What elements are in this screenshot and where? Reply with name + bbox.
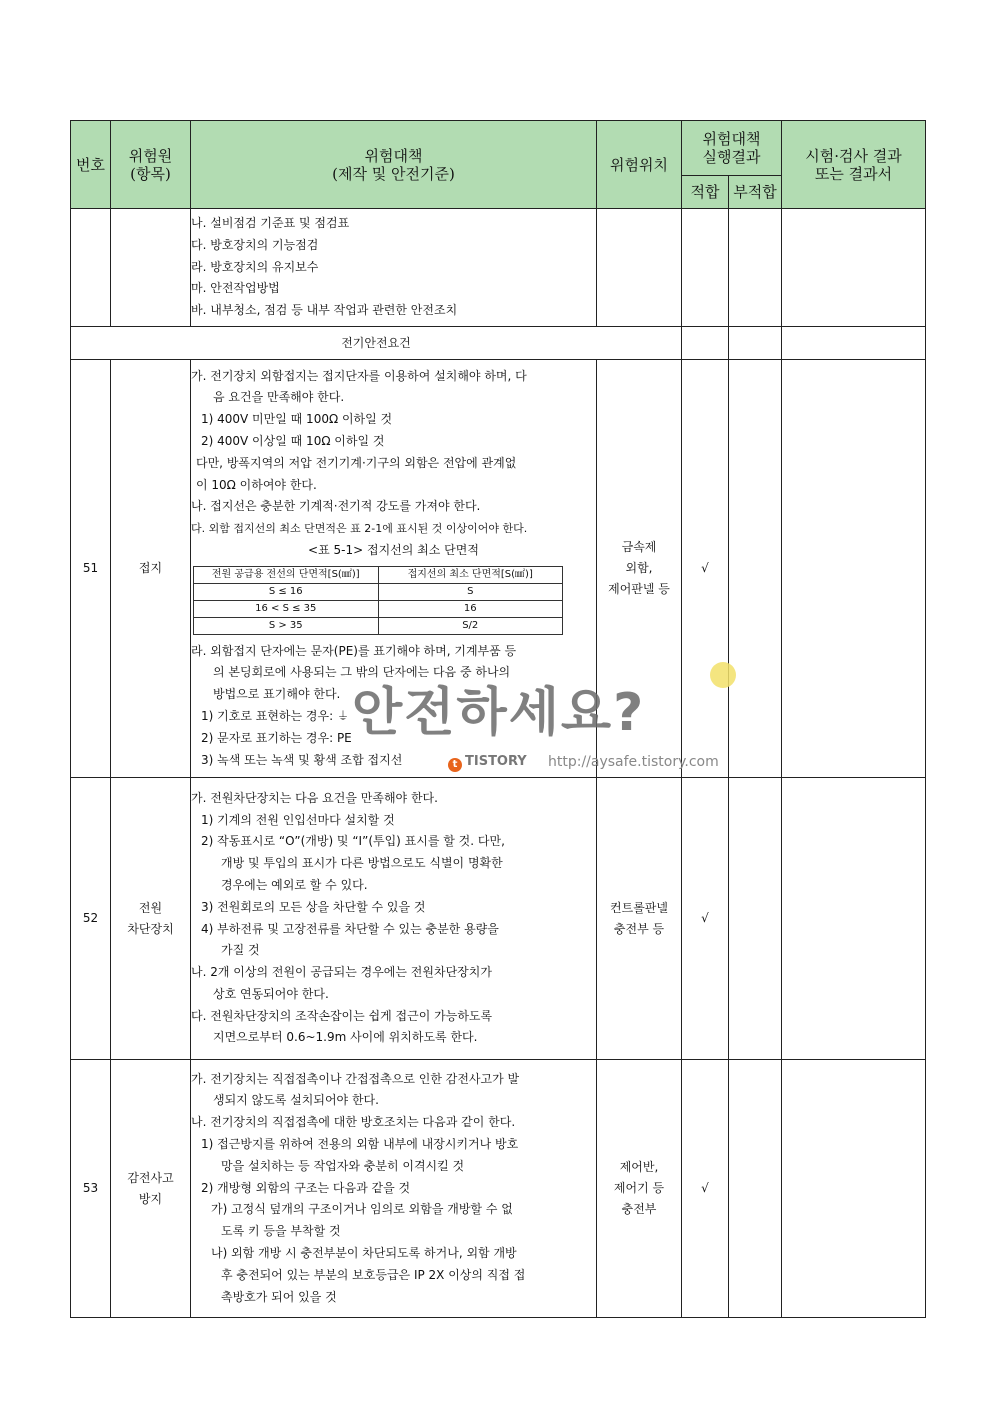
check-mark: √ xyxy=(682,360,729,778)
cell-hazard: 전원 차단장치 xyxy=(111,778,191,1060)
cell-test xyxy=(782,778,926,1060)
cell-test xyxy=(782,327,926,360)
header-result: 위험대책 실행결과 xyxy=(682,121,782,176)
cell-no: 53 xyxy=(71,1060,111,1318)
watermark-brand: t TISTORY xyxy=(448,754,527,772)
watermark-url: http://aysafe.tistory.com xyxy=(548,754,719,770)
cross-section-table xyxy=(193,566,563,635)
cell-fail xyxy=(729,327,782,360)
cell-test xyxy=(782,360,926,778)
inner-cell: 16 < S ≤ 35 xyxy=(194,600,379,617)
inner-cell: S/2 xyxy=(378,617,563,634)
risk-assessment-table xyxy=(70,120,926,1318)
inner-header: 접지선의 최소 단면적[S(㎟)] xyxy=(378,566,563,583)
table-caption: <표 5-1> 접지선의 최소 단면적 xyxy=(308,542,479,557)
cell-no: 51 xyxy=(71,360,111,778)
cell-pass xyxy=(682,209,729,327)
cell-test xyxy=(782,209,926,327)
table-row xyxy=(71,778,926,1060)
cell-pass xyxy=(682,327,729,360)
cell-measure: 나. 설비점검 기준표 및 점검표 다. 방호장치의 기능점검 라. 방호장치의 유지보수 마. 안전작업방법 바. 내부청소, 점검 등 내부 작업과 관련한 안전조치 xyxy=(191,209,597,327)
header-pass: 적합 xyxy=(682,176,729,209)
header-fail: 부적합 xyxy=(729,176,782,209)
table-row xyxy=(71,209,926,327)
header-hazard-source: 위험원 (항목) xyxy=(111,121,191,209)
cell-measure: 가. 전기장치 외함접지는 접지단자를 이용하여 설치해야 하며, 다 음 요건을 만족해야 한다. 1) 400V 미만일 때 100Ω 이하일 것 2) 400V 이상일 때 10Ω 이하일 것 다만, 방폭지역의 저압 전기기계·기구의 외함은 전압에 관계없 이 10Ω 이하여야 한다. 나. 접지선은 충분한 기계적·전기적 강도를 가져야 한다. 다. 외함 접지선의 최소 단면적은 표 2-1에 표시된 것 이상이어야 한다. <표 5-1> 접지선의 최소 단면적 전원 공급용 전선의 단면적[S(㎟)] 접지선의 최소 단면적[S(㎟)] S ≤ 16 S 16 < S ≤ 35 16 S > 35 S/2 라. 외함접지 단자에는 문자(PE)를 표기해야 하며, 기계부품 등 의 본딩회로에 사용되는 그 밖의 단자에는 다음 중 하나의 방법으로 표기해야 한다. 1) 기호로 표현하는 경우: ⏚ 2) 문자로 표기하는 경우: PE 3) 녹색 또는 녹색 및 황색 조합 접지선 xyxy=(191,360,597,778)
section-row xyxy=(71,327,926,360)
cell-no: 52 xyxy=(71,778,111,1060)
section-title: 전기안전요건 xyxy=(71,327,682,360)
table-row xyxy=(71,1060,926,1318)
cell-hazard xyxy=(111,209,191,327)
cell-test xyxy=(782,1060,926,1318)
cell-fail xyxy=(729,1060,782,1318)
cell-location: 컨트롤판넬 충전부 등 xyxy=(597,778,682,1060)
inner-cell: S ≤ 16 xyxy=(194,583,379,600)
inner-cell: 16 xyxy=(378,600,563,617)
cell-measure: 가. 전원차단장치는 다음 요건을 만족해야 한다. 1) 기계의 전원 인입선마다 설치할 것 2) 작동표시로 “O”(개방) 및 “I”(투입) 표시를 할 것. 다만, 개방 및 투입의 표시가 다른 방법으로도 식별이 명확한 경우에는 예외로 할 수 있다. 3) 전원회로의 모든 상을 차단할 수 있을 것 4) 부하전류 및 고장전류를 차단할 수 있는 충분한 용량을 가질 것 나. 2개 이상의 전원이 공급되는 경우에는 전원차단장치가 상호 연동되어야 한다. 다. 전원차단장치의 조작손잡이는 쉽게 접근이 가능하도록 지면으로부터 0.6~1.9m 사이에 위치하도록 한다. xyxy=(191,778,597,1060)
table-row xyxy=(71,360,926,778)
header-location: 위험위치 xyxy=(597,121,682,209)
cell-fail xyxy=(729,209,782,327)
cell-location: 제어반, 제어기 등 충전부 xyxy=(597,1060,682,1318)
cell-location: 금속제 외함, 제어판넬 등 xyxy=(597,360,682,778)
check-mark: √ xyxy=(682,1060,729,1318)
cell-hazard: 접지 xyxy=(111,360,191,778)
check-mark: √ xyxy=(682,778,729,1060)
cell-fail xyxy=(729,360,782,778)
cell-no xyxy=(71,209,111,327)
cell-measure: 가. 전기장치는 직접접촉이나 간접접촉으로 인한 감전사고가 발 생되지 않도록 설치되어야 한다. 나. 전기장치의 직접접촉에 대한 방호조치는 다음과 같이 한다. 1) 접근방지를 위하여 전용의 외함 내부에 내장시키거나 방호 망을 설치하는 등 작업자와 충분히 이격시킬 것 2) 개방형 외함의 구조는 다음과 같을 것 가) 고정식 덮개의 구조이거나 임의로 외함을 개방할 수 없 도록 키 등을 부착할 것 나) 외함 개방 시 충전부분이 차단되도록 하거나, 외함 개방 후 충전되어 있는 부분의 보호등급은 IP 2X 이상의 직접 접 촉방호가 되어 있을 것 xyxy=(191,1060,597,1318)
inner-cell: S xyxy=(378,583,563,600)
header-measure: 위험대책 (제작 및 안전기준) xyxy=(191,121,597,209)
tistory-logo-icon: t xyxy=(448,758,462,772)
cell-hazard: 감전사고 방지 xyxy=(111,1060,191,1318)
header-test: 시험·검사 결과 또는 결과서 xyxy=(782,121,926,209)
header-no: 번호 xyxy=(71,121,111,209)
cell-location xyxy=(597,209,682,327)
cell-fail xyxy=(729,778,782,1060)
inner-cell: S > 35 xyxy=(194,617,379,634)
inner-header: 전원 공급용 전선의 단면적[S(㎟)] xyxy=(194,566,379,583)
watermark-text: 안전하세요? xyxy=(352,683,646,743)
